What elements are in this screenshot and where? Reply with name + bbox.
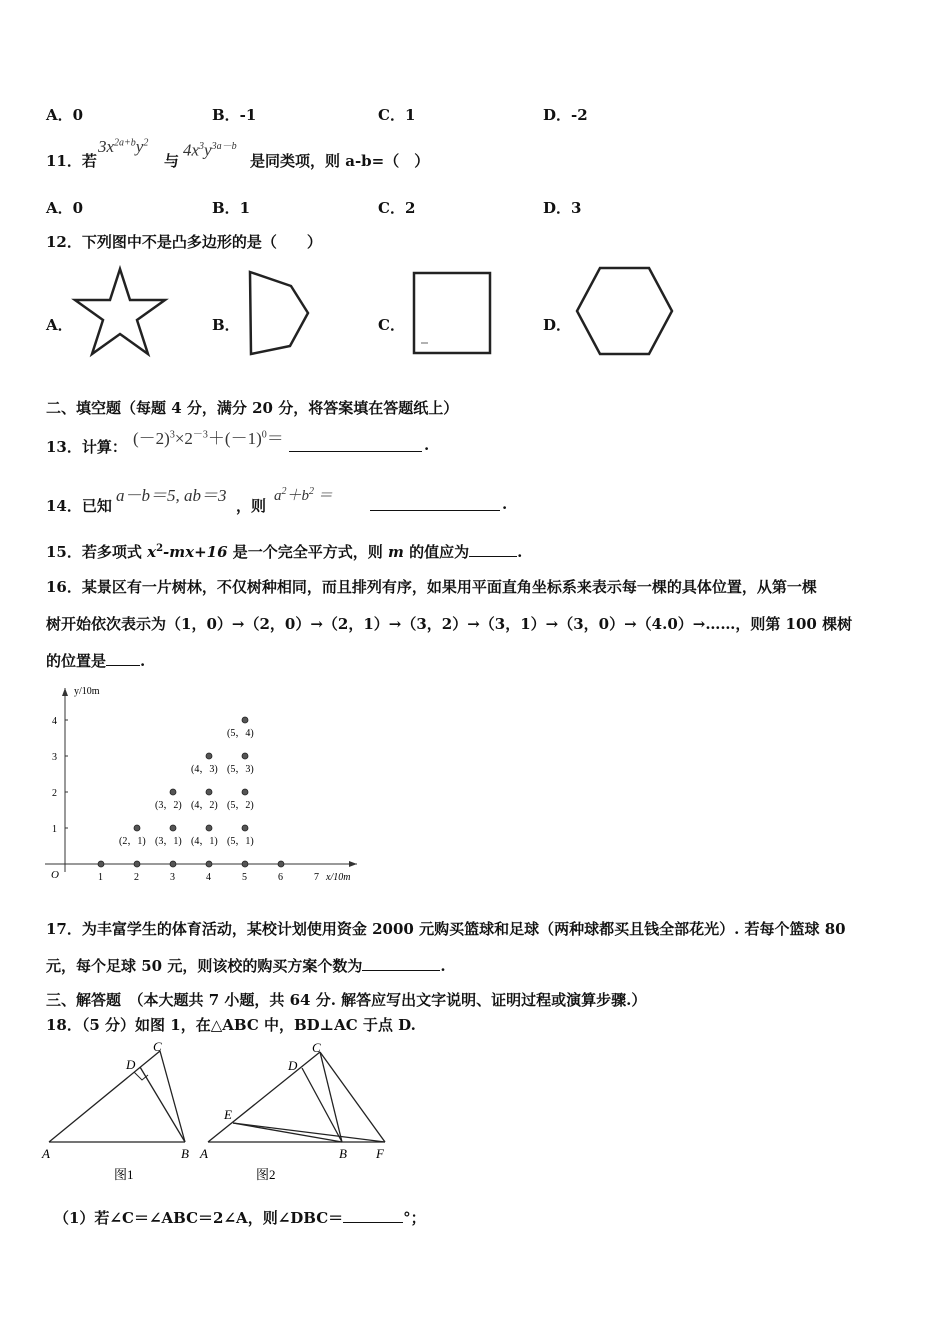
q11-term2: $4x^3y^{3a-b}$ xyxy=(183,140,237,160)
q18-stem: 18．（5 分）如图 1，在△ABC 中，BD⊥AC 于点 D. xyxy=(46,1016,416,1034)
tree-point xyxy=(206,861,212,867)
y-tick-label: 3 xyxy=(52,752,57,763)
square-figure xyxy=(408,267,498,359)
q15-text: 15．若多项式 $x^2-mx+16$ 是一个完全平方式，则 m 的值应为 . xyxy=(46,543,523,561)
chart-axes xyxy=(45,686,357,883)
q12-label-b: B． xyxy=(212,316,240,334)
fig2-label-d: D xyxy=(288,1058,298,1073)
figure-1 xyxy=(41,1039,189,1182)
tree-point-label: (3，1) xyxy=(155,836,182,847)
tree-point xyxy=(206,753,212,759)
q16-answer-blank[interactable] xyxy=(106,651,140,666)
q16-line3: 的位置是 . xyxy=(46,652,146,670)
q17-answer-blank[interactable] xyxy=(362,956,440,971)
hexagon-figure xyxy=(568,262,678,360)
q11-option-b: B．1 xyxy=(212,199,251,217)
tree-point xyxy=(134,825,140,831)
q14-condition: a－b＝5, ab＝3 xyxy=(116,486,227,505)
tree-point xyxy=(206,825,212,831)
y-tick-label: 4 xyxy=(52,716,57,727)
tree-point xyxy=(98,861,104,867)
star-figure xyxy=(70,262,170,362)
origin-label: O xyxy=(51,869,59,881)
chart-points xyxy=(98,717,284,867)
section2-title: 二、填空题（每题 4 分，满分 20 分，将答案填在答题纸上） xyxy=(46,399,459,417)
fig2-label-f: F xyxy=(376,1146,384,1161)
q16-line1: 16．某景区有一片树林，不仅树种相同，而且排列有序，如果用平面直角坐标系来表示每一棵的具体位置，从第一棵 xyxy=(46,578,817,596)
tree-point-label: (5，1) xyxy=(227,836,254,847)
tree-point xyxy=(242,753,248,759)
x-tick-label: 3 xyxy=(170,872,175,883)
section3-title: 三、解答题 （本大题共 7 小题，共 64 分. 解答应写出文字说明、证明过程或演算步骤.） xyxy=(46,991,647,1009)
tree-point xyxy=(170,789,176,795)
pentagon-figure xyxy=(243,268,318,360)
q13-end: . xyxy=(424,436,430,454)
tree-point-label: (5，4) xyxy=(227,728,254,739)
q18-figures xyxy=(40,1038,400,1188)
q14-prefix: 14．已知 xyxy=(46,497,112,515)
x-tick-label: 6 xyxy=(278,872,283,883)
x-tick-label: 7 xyxy=(314,872,319,883)
q11-connector: 与 xyxy=(164,152,180,170)
tree-point xyxy=(206,789,212,795)
x-axis-label: x/10m xyxy=(326,872,351,883)
q12-label-d: D． xyxy=(543,316,572,334)
q11-option-a: A．0 xyxy=(46,199,84,217)
x-tick-label: 1 xyxy=(98,872,103,883)
y-tick-label: 2 xyxy=(52,788,57,799)
q12-label-a: A． xyxy=(46,316,73,334)
q17-line1: 17．为丰富学生的体育活动，某校计划使用资金 2000 元购买篮球和足球（两种球都买且钱全部花光）. 若每个篮球 80 xyxy=(46,920,846,938)
q18-part1: （1）若∠C＝∠ABC＝2∠A，则∠DBC＝ °； xyxy=(54,1209,426,1227)
fig2-caption: 图2 xyxy=(256,1167,276,1182)
tree-point-label: (4，3) xyxy=(191,764,218,775)
tree-point-label: (5，3) xyxy=(227,764,254,775)
fig1-label-b: B xyxy=(181,1146,189,1161)
tree-point xyxy=(242,825,248,831)
q18-part1-answer-blank[interactable] xyxy=(343,1208,403,1223)
q11-number: 11．若 xyxy=(46,152,97,170)
fig1-label-c: C xyxy=(153,1039,162,1054)
q12-label-c: C． xyxy=(378,316,405,334)
x-tick-label: 4 xyxy=(206,872,211,883)
chart-ticks xyxy=(52,716,319,883)
figure-2 xyxy=(199,1040,385,1182)
q17-line2: 元，每个足球 50 元，则该校的购买方案个数为 . xyxy=(46,957,446,975)
fig2-label-e: E xyxy=(224,1107,232,1122)
tree-point-label: (4，1) xyxy=(191,836,218,847)
tree-point xyxy=(278,861,284,867)
fig1-caption: 图1 xyxy=(114,1167,134,1182)
x-axis-arrow xyxy=(349,861,357,867)
tree-point xyxy=(242,861,248,867)
q16-line2: 树开始依次表示为（1，0）→（2，0）→（2，1）→（3，2）→（3，1）→（3，0）→（4.0）→……，则第 100 棵树 xyxy=(46,615,853,633)
tree-point-label: (2，1) xyxy=(119,836,146,847)
q11-option-c: C．2 xyxy=(378,199,416,217)
fig1-label-d: D xyxy=(126,1057,136,1072)
tree-point xyxy=(134,861,140,867)
tree-point-label: (3，2) xyxy=(155,800,182,811)
fig2-label-a: A xyxy=(200,1146,208,1161)
x-tick-label: 5 xyxy=(242,872,247,883)
q12-stem: 12．下列图中不是凸多边形的是（ ） xyxy=(46,233,322,251)
q15-answer-blank[interactable] xyxy=(469,542,517,557)
q10-option-d: D．-2 xyxy=(543,106,588,124)
q13-answer-blank[interactable] xyxy=(289,438,422,452)
q10-option-b: B．-1 xyxy=(212,106,257,124)
fig1-label-a: A xyxy=(42,1146,50,1161)
x-tick-label: 2 xyxy=(134,872,139,883)
q11-term1: $3x^{2a+b}y^2$ xyxy=(98,137,149,156)
tree-point-label: (4，2) xyxy=(191,800,218,811)
q13-prefix: 13．计算： xyxy=(46,438,127,456)
tree-point xyxy=(170,825,176,831)
q14-answer-blank[interactable] xyxy=(370,497,500,511)
q14-then: ，则 xyxy=(236,497,267,515)
y-axis-arrow xyxy=(62,688,68,696)
q13-expression: $(-2)^3\times 2^{-3}+(-1)^0=$ xyxy=(133,429,284,448)
q14-end: . xyxy=(502,495,508,513)
q11-tail: 是同类项，则 a-b=（ ） xyxy=(250,152,430,170)
q11-option-d: D．3 xyxy=(543,199,582,217)
fig2-label-c: C xyxy=(312,1040,321,1055)
tree-point xyxy=(242,789,248,795)
tree-position-chart xyxy=(40,676,380,888)
q14-expression: $a^2+b^2$ ＝ xyxy=(274,486,333,504)
tree-point xyxy=(170,861,176,867)
fig2-label-b: B xyxy=(339,1146,347,1161)
y-axis-label: y/10m xyxy=(74,686,100,697)
tree-point-label: (5，2) xyxy=(227,800,254,811)
y-tick-label: 1 xyxy=(52,824,57,835)
q10-option-a: A．0 xyxy=(46,106,84,124)
tree-point xyxy=(242,717,248,723)
q10-option-c: C．1 xyxy=(378,106,416,124)
